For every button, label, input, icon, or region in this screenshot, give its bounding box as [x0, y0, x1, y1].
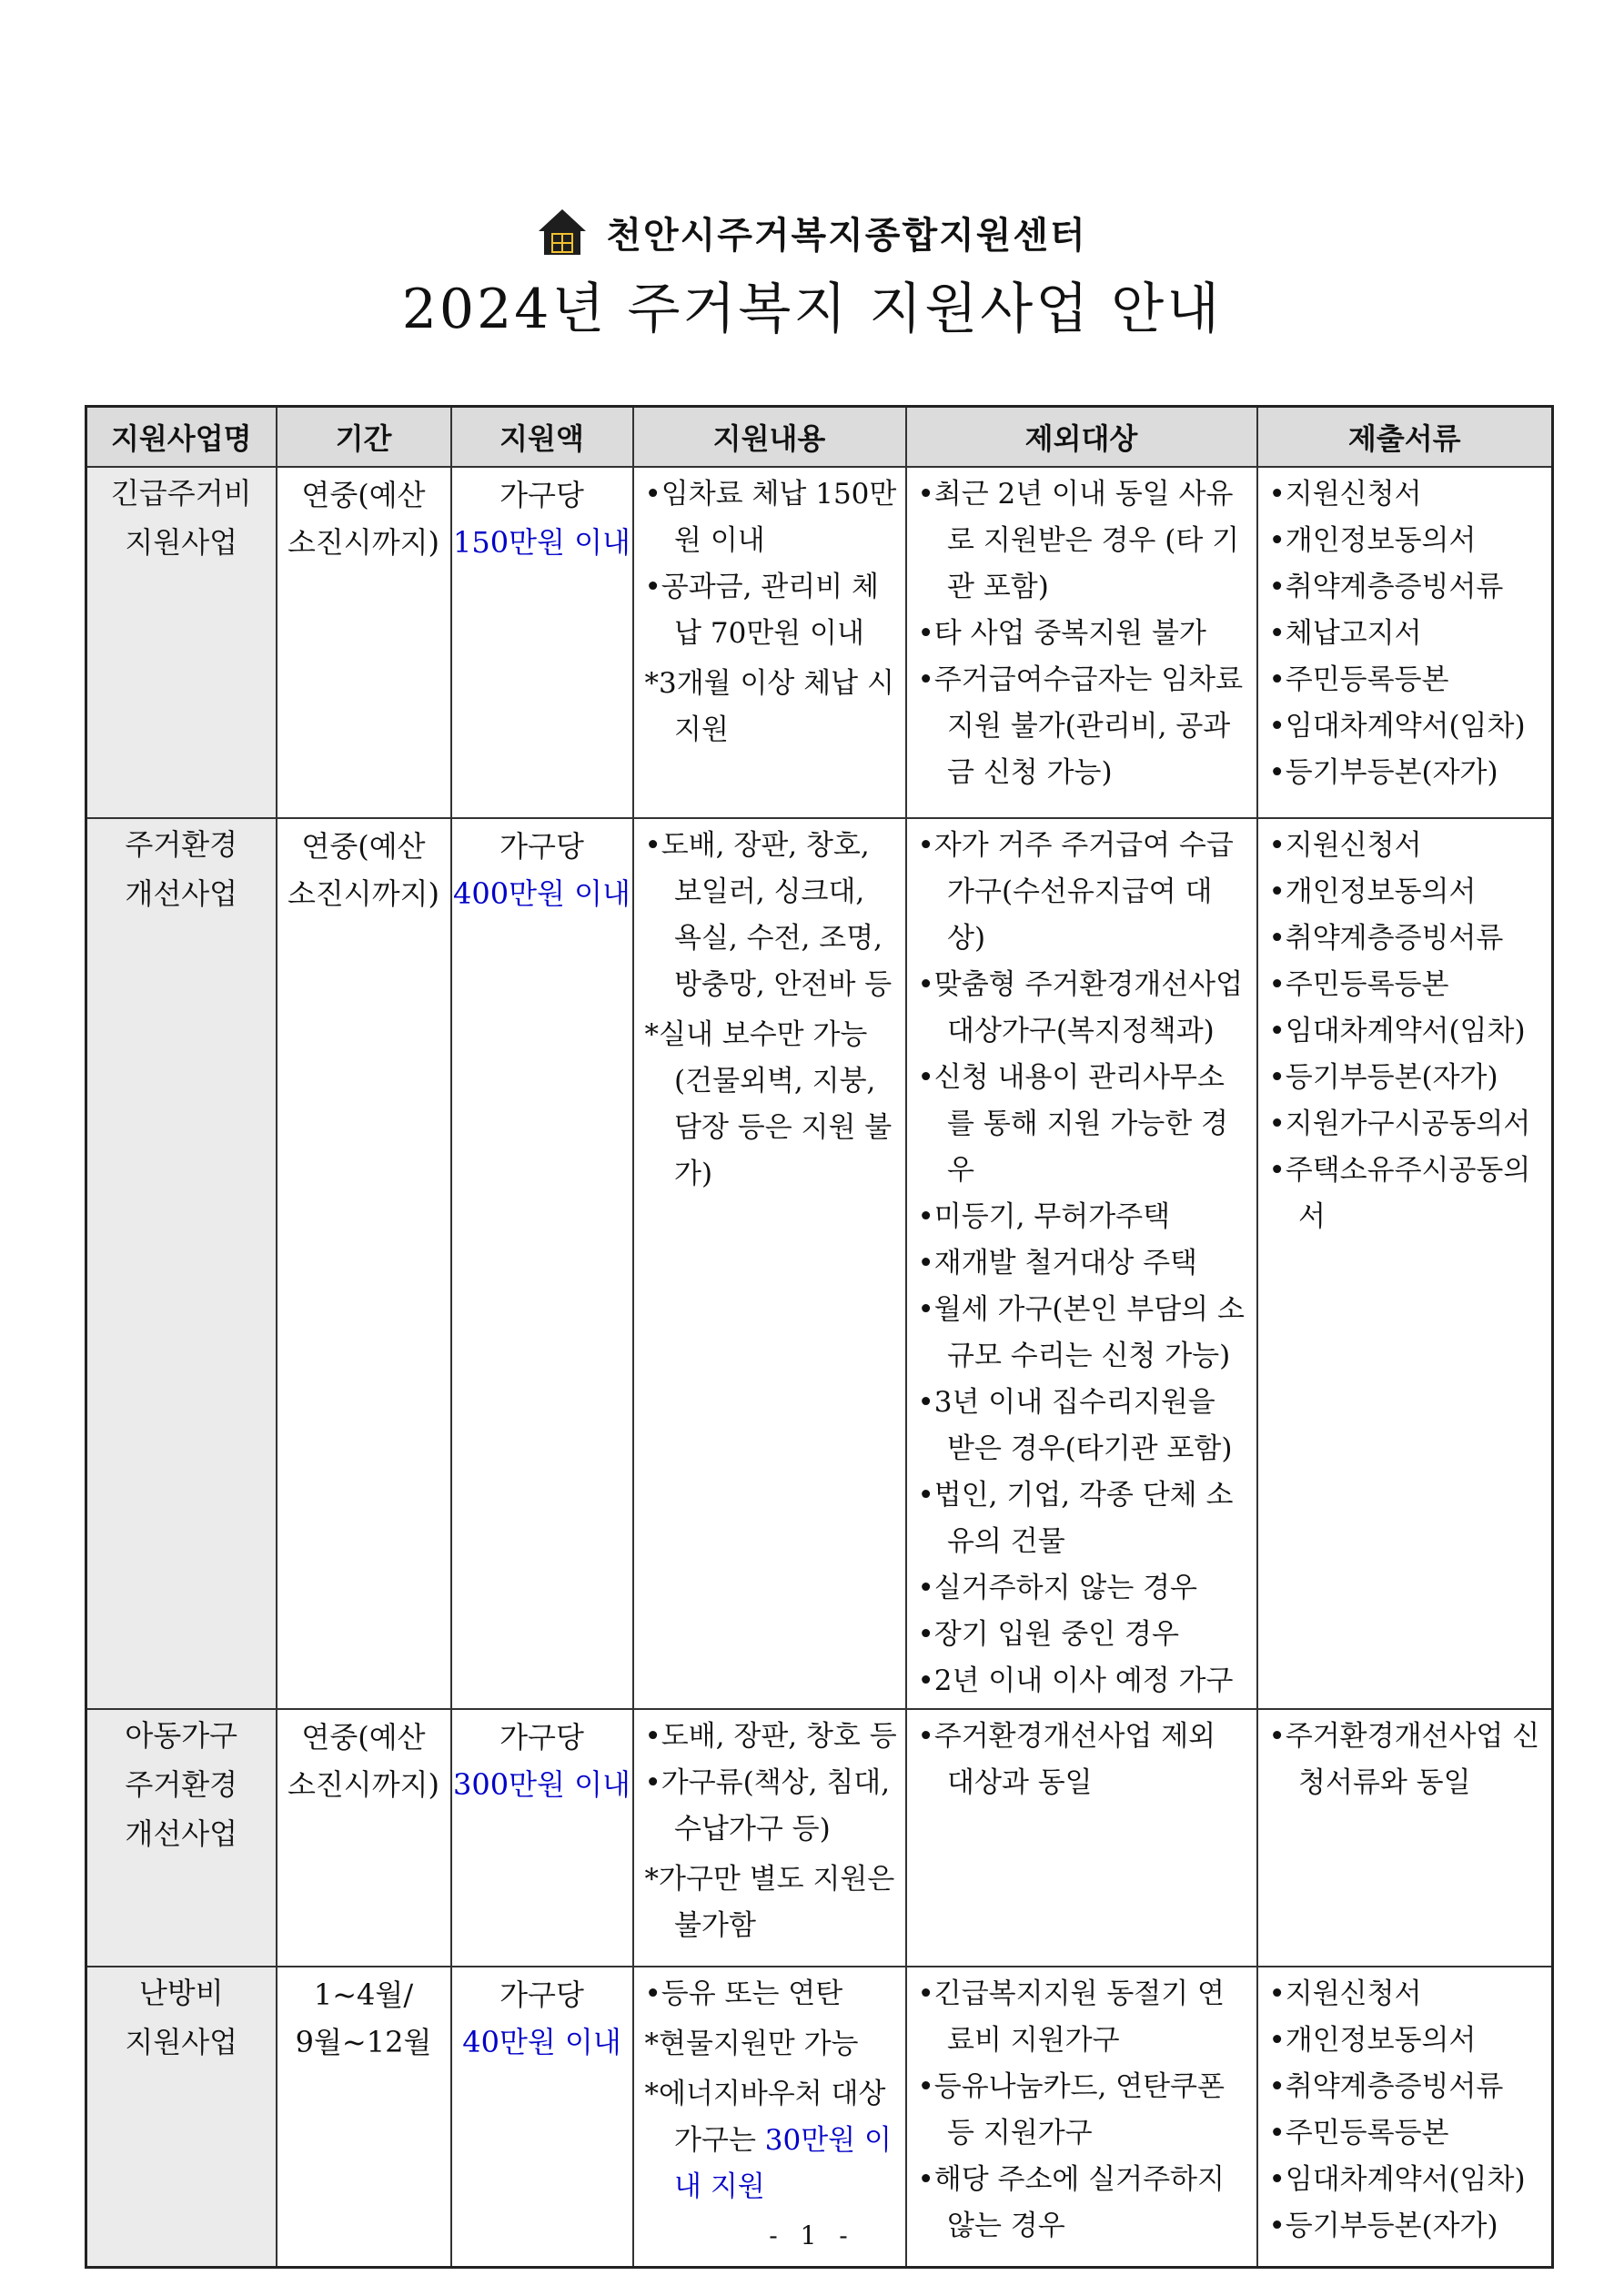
- support-programs-table: [85, 405, 1554, 2269]
- excluded-item: •타 사업 중복지원 불가: [917, 617, 1206, 650]
- excluded-item: •해당 주소에 실거주하지 않는 경우: [917, 2163, 1225, 2242]
- program-name: 아동가구 주거환경 개선사업: [125, 1718, 238, 1851]
- excluded-item: •최근 2년 이내 동일 사유로 지원받은 경우 (타 기관 포함): [917, 478, 1240, 603]
- excluded-item: •2년 이내 이사 예정 가구: [917, 1664, 1234, 1697]
- excluded-item: •주거급여수급자는 임차료 지원 불가(관리비, 공과금 신청 가능): [917, 663, 1244, 789]
- amount-cell: [451, 467, 633, 818]
- excluded-cell: [906, 467, 1257, 818]
- table-row: [86, 467, 1553, 818]
- document-item: •지원신청서: [1268, 1977, 1422, 2010]
- document-item: •임대차계약서(임차): [1268, 2163, 1526, 2196]
- amount-value: 150만원 이내: [453, 525, 630, 560]
- document-item: •지원신청서: [1268, 829, 1422, 862]
- excluded-cell: [906, 818, 1257, 1709]
- period-cell: [277, 467, 451, 818]
- content-note-text: *에너지바우처 대상 가구는: [644, 2078, 886, 2157]
- excluded-item: •재개발 철거대상 주택: [917, 1247, 1198, 1279]
- header-excluded: 제외대상: [906, 407, 1257, 468]
- excluded-item: •맞춤형 주거환경개선사업 대상가구(복지정책과): [917, 968, 1244, 1047]
- program-name-cell: [86, 1709, 277, 1967]
- content-note: *현물지원만 가능: [644, 2028, 859, 2060]
- program-name: 난방비 지원사업: [125, 1976, 238, 2059]
- amount-prefix: 가구당: [499, 1720, 584, 1755]
- table-row: [86, 1709, 1553, 1967]
- document-item: •등기부등본(자가): [1268, 2210, 1498, 2242]
- header-documents: 제출서류: [1257, 407, 1553, 468]
- content-note: *3개월 이상 체납 시 지원: [644, 667, 894, 746]
- amount-value: 400만원 이내: [453, 876, 630, 911]
- content-item: •도배, 장판, 창호, 보일러, 싱크대, 욕실, 수전, 조명, 방충망, 안전바 등: [644, 829, 893, 1001]
- content-cell: [633, 467, 906, 818]
- document-item: •취약계층증빙서류: [1268, 571, 1504, 603]
- excluded-item: •주거환경개선사업 제외 대상과 동일: [917, 1720, 1216, 1799]
- amount-value: 300만원 이내: [453, 1767, 630, 1802]
- amount-prefix: 가구당: [499, 478, 584, 512]
- amount-cell: [451, 818, 633, 1709]
- org-header: [0, 200, 1624, 264]
- period-text: 연중(예산 소진시까지): [287, 478, 440, 560]
- program-name-cell: [86, 818, 277, 1709]
- table-row: [86, 818, 1553, 1709]
- document-item: •주민등록등본: [1268, 968, 1449, 1001]
- document-item: •취약계층증빙서류: [1268, 2070, 1504, 2103]
- document-item: •개인정보동의서: [1268, 875, 1477, 908]
- document-item: •지원신청서: [1268, 478, 1422, 511]
- document-item: •주거환경개선사업 신청서류와 동일: [1268, 1720, 1540, 1799]
- program-name: 긴급주거비 지원사업: [110, 476, 252, 560]
- excluded-item: •월세 가구(본인 부담의 소규모 수리는 신청 가능): [917, 1293, 1245, 1372]
- page-number: - 1 -: [769, 2220, 855, 2250]
- document-item: •개인정보동의서: [1268, 2024, 1477, 2057]
- excluded-item: •자가 거주 주거급여 수급가구(수선유지급여 대상): [917, 829, 1234, 955]
- documents-cell: [1257, 467, 1553, 818]
- content-item: •등유 또는 연탄: [644, 1977, 843, 2010]
- excluded-item: •등유나눔카드, 연탄쿠폰 등 지원가구: [917, 2070, 1225, 2149]
- documents-cell: [1257, 818, 1553, 1709]
- document-item: •등기부등본(자가): [1268, 1061, 1498, 1094]
- content-note: *실내 보수만 가능 (건물외벽, 지붕, 담장 등은 지원 불가): [644, 1018, 893, 1190]
- period-text: 연중(예산 소진시까지): [287, 1720, 440, 1802]
- period-cell: [277, 1709, 451, 1967]
- table-header-row: [86, 407, 1553, 468]
- content-item: •임차료 체납 150만원 이내: [644, 478, 897, 557]
- content-cell: [633, 1709, 906, 1967]
- document-item: •지원가구시공동의서: [1268, 1108, 1531, 1140]
- content-note: [645, 2071, 900, 2210]
- amount-prefix: 가구당: [499, 1977, 584, 2012]
- document-item: •주택소유주시공동의서: [1268, 1154, 1531, 1233]
- excluded-item: •미등기, 무허가주택: [917, 1200, 1171, 1233]
- header-period: 기간: [277, 407, 451, 468]
- document-item: •체납고지서: [1268, 617, 1422, 650]
- program-name-cell: [86, 467, 277, 818]
- house-logo-icon: [537, 207, 588, 257]
- content-note: *가구만 별도 지원은 불가함: [644, 1863, 895, 1942]
- header-content: 지원내용: [633, 407, 906, 468]
- document-item: •임대차계약서(임차): [1268, 1015, 1526, 1047]
- document-item: •주민등록등본: [1268, 663, 1449, 696]
- document-item: •개인정보동의서: [1268, 524, 1477, 557]
- amount-value: 40만원 이내: [462, 2025, 621, 2059]
- amount-cell: [451, 1709, 633, 1967]
- excluded-item: •3년 이내 집수리지원을 받은 경우(타기관 포함): [917, 1386, 1233, 1465]
- org-name: 천안시주거복지종합지원센터: [606, 214, 1087, 257]
- content-cell: [633, 818, 906, 1709]
- content-item: •공과금, 관리비 체납 70만원 이내: [644, 571, 879, 650]
- header-amount: 지원액: [451, 407, 633, 468]
- period-text: 1~4월/ 9월~12월: [295, 1977, 432, 2059]
- document-item: •등기부등본(자가): [1268, 756, 1498, 789]
- content-note-highlight: 30만원 이내 지원: [674, 2124, 892, 2203]
- program-name: 주거환경 개선사업: [125, 827, 238, 911]
- page-title: 2024년 주거복지 지원사업 안내: [401, 278, 1223, 341]
- amount-prefix: 가구당: [499, 829, 584, 864]
- excluded-item: •긴급복지지원 동절기 연료비 지원가구: [917, 1977, 1225, 2057]
- period-text: 연중(예산 소진시까지): [287, 829, 440, 911]
- document-item: •취약계층증빙서류: [1268, 922, 1504, 955]
- document-item: •주민등록등본: [1268, 2117, 1449, 2149]
- excluded-cell: [906, 1709, 1257, 1967]
- content-item: •가구류(책상, 침대, 수납가구 등): [644, 1766, 891, 1846]
- document-item: •임대차계약서(임차): [1268, 710, 1526, 743]
- excluded-item: •장기 입원 중인 경우: [917, 1618, 1179, 1651]
- excluded-item: •신청 내용이 관리사무소를 통해 지원 가능한 경우: [917, 1061, 1228, 1187]
- excluded-item: •법인, 기업, 각종 단체 소유의 건물: [917, 1479, 1234, 1558]
- period-cell: [277, 818, 451, 1709]
- documents-cell: [1257, 1709, 1553, 1967]
- content-item: •도배, 장판, 창호 등: [644, 1720, 897, 1753]
- header-program-name: 지원사업명: [86, 407, 277, 468]
- excluded-item: •실거주하지 않는 경우: [917, 1572, 1198, 1604]
